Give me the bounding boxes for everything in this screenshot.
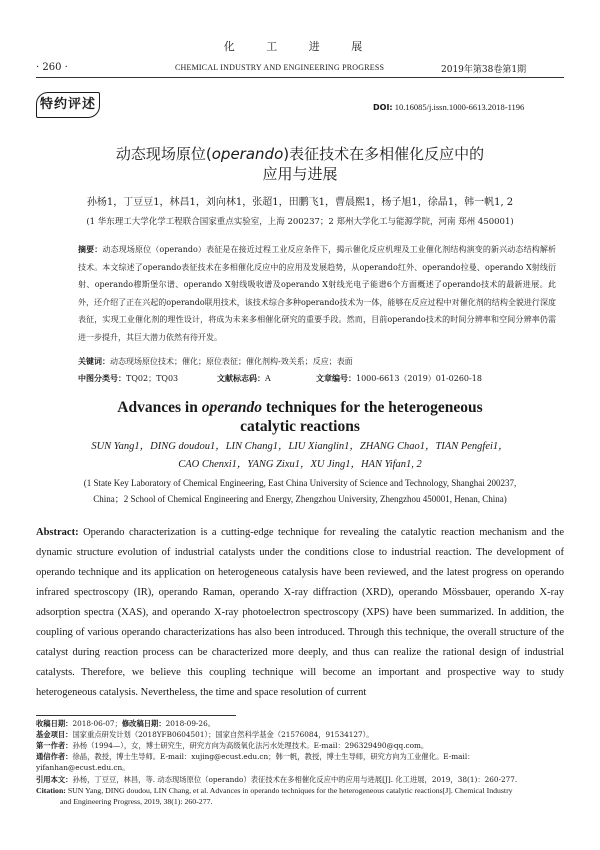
citation-en-line2: and Engineering Progress, 2019, 38(1): 260-277. [60,797,213,806]
journal-name-cn: 化 工 进 展 [223,40,377,53]
footnote-fund: 基金项目：国家重点研发计划（2018YFB0604501）；国家自然科学基金（21576084，91534127）。 [36,730,374,739]
affiliation-en: (1 State Key Laboratory of Chemical Engineering, East China University of Science and Technology, Shanghai 200237, China；2 School of Chemical Engineering and Energy, Zhengzhou University, Zhengzhou 450001, Henan, China) [83,478,517,504]
doi-label: DOI: [373,103,393,112]
footnote-corresponding: 通信作者：徐晶，教授，博士生导师。E-mail：xujing@ecust.edu.cn；韩一帆，教授，博士生导师，研究方向为工业催化。E-mail： [36,752,475,761]
doi[interactable] [373,102,524,112]
abstract-en [36,523,564,703]
footnote-rule [36,715,236,716]
title-en-line1: Advances in operando techniques for the heterogeneous [117,399,483,416]
abstract-cn [78,241,556,346]
document-code: 文献标志码：A [217,374,271,383]
section-badge: 特约评述 [36,92,100,118]
title-cn-line2: 应用与进展 [262,165,338,183]
article-number: 文章编号：1000-6613（2019）01-0260-18 [316,374,482,383]
footnote-first-author: 第一作者：孙杨（1994—），女，博士研究生，研究方向为高级氧化法污水处理技术。E-mail：296329490@qq.com。 [36,741,429,750]
affiliation-cn: (1 华东理工大学化学工程联合国家重点实验室，上海 200237；2 郑州大学化工与能源学院，河南 郑州 450001) [86,217,514,227]
abstract-en-label: Abstract: [36,527,79,538]
header-rule [36,77,564,78]
footnote-dates: 收稿日期：2018-06-07；修改稿日期：2018-09-26。 [36,719,216,728]
journal-name-en: CHEMICAL INDUSTRY AND ENGINEERING PROGRESS [175,63,385,72]
keywords-cn: 关键词：动态现场原位技术；催化；原位表征；催化剂构-效关系；反应；表面 [78,357,353,366]
abstract-en-text: Operando characterization is a cutting-edge technique for revealing the catalytic reaction mechanism and the dynamic structure evolution of industrial catalysts under the conditions close to industrial reaction. The development of operando technique and its application on heterogeneous catalysis have been reviewed, and the latest progress on operando infrared spectroscopy (IR), operando Raman, operando X-ray diffraction (XRD), operando Mössbauer, operando X-ray adsorption spectra (XAS), and operando X-ray photoelectron spectroscopy (XPS) have been summarized. In addition, the coupling of various operando characterizations has also been introduced. Through this technique, the overall structure of the catalyst during reaction process can be characterized more deeply, and thus can realize the rational design of industrial catalysts. Therefore, we believe this coupling technique will become an important and prospective way to study heterogeneous catalysis. Nevertheless, the time and space resolution of current [36,527,564,698]
title-en-line2: catalytic reactions [240,418,360,435]
authors-en-line2: CAO Chenxi1，YANG Zixu1，XU Jing1，HAN Yifan1, 2 [178,459,422,470]
footnote-corresponding-email: yifanhan@ecust.edu.cn。 [36,763,130,772]
abstract-cn-label: 摘要： [78,245,103,254]
doi-value: 10.16085/j.issn.1000-6613.2018-1196 [394,102,525,112]
citation-en: Citation: SUN Yang, DING doudou, LIN Chang, et al. Advances in operando techniques for the heterogeneous catalytic reactions[J]. Chemical Industry [36,786,513,795]
abstract-cn-text: 动态现场原位（operando）表征是在接近过程工业反应条件下，揭示催化反应机理及工业催化剂结构演变的新兴动态结构解析技术。本文综述了operando表征技术在多相催化反应中的应用及发展趋势，从operando红外、operando拉曼、operando X射线衍射、operando穆斯堡尔谱、operando X射线吸收谱及operando X射线光电子能谱6个方面概述了operando技术的最新进展。此外，还介绍了正在兴起的operando联用技术，该技术综合多种operando技术为一体，能够在反应过程中对催化剂的结构全貌进行深度表征，实现工业催化剂的理性设计，将成为未来多相催化研究的重要手段。然而，目前operando技术的时间分辨率和空间分辨率仍需进一步提升，其巨大潜力依然有待开发。 [78,245,557,342]
citation-cn: 引用本文：孙杨，丁豆豆，林昌，等. 动态现场原位（operando）表征技术在多相催化反应中的应用与进展[J]. 化工进展，2019，38(1)：260-277. [36,775,518,784]
volume-issue: 2019年第38卷第1期 [441,65,527,75]
classification-row: 中图分类号：TQ02；TQ03 [78,374,179,383]
page-number: · 260 · [36,62,68,73]
authors-en-line1: SUN Yang1，DING doudou1，LIN Chang1，LIU Xianglin1，ZHANG Chao1，TIAN Pengfei1， [91,441,509,452]
authors-cn: 孙杨1，丁豆豆1，林昌1，刘向林1，张超1，田鹏飞1，曹晨熙1，杨子旭1，徐晶1，韩一帆1, 2 [86,197,514,208]
title-cn-line1: 动态现场原位(operando)表征技术在多相催化反应中的 [115,145,485,163]
